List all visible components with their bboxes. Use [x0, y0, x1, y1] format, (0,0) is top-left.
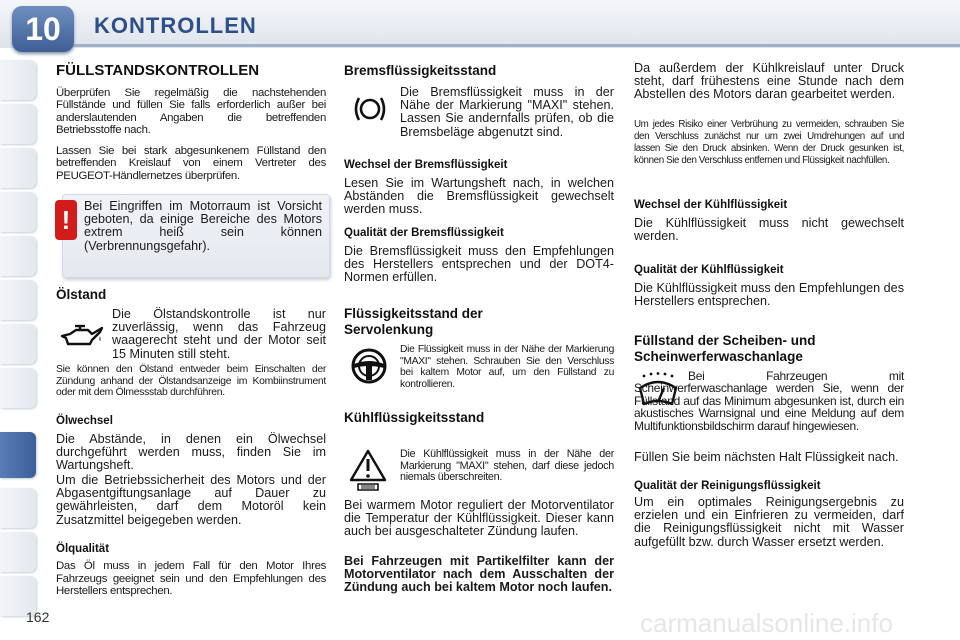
chapter-tab[interactable]: [0, 104, 36, 144]
chapter-tab[interactable]: [0, 60, 36, 100]
oil-level-text: Die Ölstandskontrolle ist nur zuverlässig, wenn das Fahrzeug waagerecht steht und der Motor seit 15 Minuten still steht.: [112, 307, 326, 361]
chapter-tab[interactable]: [0, 368, 36, 408]
brake-quality-title: Qualität der Bremsflüssigkeit: [344, 227, 504, 239]
pressure-intro-text: Da außerdem der Kühlkreislauf unter Druck steht, darf frühestens eine Stunde nach dem Abstellen des Motors daran gearbeitet werden.: [634, 61, 904, 102]
watermark: carmanualsonline.info: [640, 608, 893, 638]
coolant-quality-title: Qualität der Kühlflüssigkeit: [634, 264, 784, 276]
oil-change-text-1: Die Abstände, in denen ein Ölwechsel durchgeführt werden muss, finden Sie im Wartungsheft.: [56, 432, 326, 473]
oil-level-title: Ölstand: [56, 287, 107, 302]
coolant-change-title: Wechsel der Kühlflüssigkeit: [634, 199, 788, 211]
section-title-fuellstand: FÜLLSTANDSKONTROLLEN: [56, 62, 260, 79]
coolant-text: Die Kühlflüssigkeit muss in der Nähe der Markierung "MAXI" stehen, darf diese jedoch niemals überschreiten.: [400, 448, 614, 484]
chapter-tab[interactable]: [0, 148, 36, 188]
chapter-title: KONTROLLEN: [94, 13, 257, 38]
coolant-bold-note: Bei Fahrzeugen mit Partikelfilter kann der Motorventilator nach dem Ausschalten der Zündung auch bei kaltem Motor noch laufen.: [344, 554, 614, 595]
chapter-number-badge: 10: [12, 6, 74, 52]
brake-change-text: Lesen Sie im Wartungsheft nach, in welchen Abständen die Bremsflüssigkeit gewechselt werden muss.: [344, 176, 614, 217]
oil-change-title: Ölwechsel: [56, 415, 113, 427]
page-number: 162: [26, 609, 50, 625]
chapter-tab[interactable]: [0, 192, 36, 232]
washer-text: Bei Fahrzeugen mit Scheinwerferwaschanlage werden Sie, wenn der Füllstand auf das Minimum abgesunken ist, durch ein akustisches Warnsignal und eine Meldung auf dem Multifunktionsbildschirm darauf hingewiesen.: [634, 369, 904, 433]
header-rule: [70, 44, 960, 47]
brake-change-title: Wechsel der Bremsflüssigkeit: [344, 159, 508, 171]
coolant-quality-text: Die Kühlflüssigkeit muss den Empfehlungen des Herstellers entsprechen.: [634, 281, 904, 309]
warning-exclamation-icon: !: [55, 200, 77, 240]
washer-title: Füllstand der Scheiben- und Scheinwerferwaschanlage: [634, 333, 816, 364]
intro-text-1: Überprüfen Sie regelmäßig die nachstehenden Füllstände und füllen Sie falls erforderlich außer bei anderslautenden Angaben die betreffenden Betriebsstoffe nach.: [56, 87, 326, 137]
steering-wheel-icon: [349, 346, 389, 386]
scald-risk-note: Um jedes Risiko einer Verbrühung zu vermeiden, schrauben Sie den Verschluss zunächst nur um zwei Umdrehungen auf und lassen Sie den Druck absinken. Wenn der Druck gesunken ist, können Sie den Verschluss entfernen und Flüssigkeit nachfüllen.: [634, 119, 904, 166]
steering-fluid-title: Flüssigkeitsstand der Servolenkung: [344, 306, 483, 337]
oil-level-note: Sie können den Ölstand entweder beim Einschalten der Zündung anhand der Ölstandsanzeige im Kombiinstrument oder mit dem Ölmessstab durchführen.: [56, 364, 326, 399]
coolant-warning-icon: [348, 448, 388, 492]
brake-fluid-text: Die Bremsflüssigkeit muss in der Nähe der Markierung "MAXI" stehen. Lassen Sie andernfalls prüfen, ob die Bremsbeläge abgenutzt sind.: [400, 85, 614, 139]
brake-fluid-title: Bremsflüssigkeitsstand: [344, 63, 497, 78]
chapter-tab[interactable]: [0, 532, 36, 572]
oil-can-icon: [58, 322, 104, 350]
washer-text-2: Füllen Sie beim nächsten Halt Flüssigkeit nach.: [634, 450, 899, 464]
chapter-tab-active[interactable]: [0, 432, 36, 478]
coolant-text-2: Bei warmem Motor reguliert der Motorventilator die Temperatur der Kühlflüssigkeit. Dieser kann auch bei ausgeschalteter Zündung laufen.: [344, 498, 614, 539]
washer-quality-title: Qualität der Reinigungsflüssigkeit: [634, 480, 821, 492]
brake-warning-icon: [352, 92, 388, 126]
intro-text-2: Lassen Sie bei stark abgesunkenem Füllstand den betreffenden Kreislauf von einem Vertreter des PEUGEOT-Händlernetzes überprüfen.: [56, 145, 326, 182]
chapter-tab[interactable]: [0, 488, 36, 528]
chapter-tab[interactable]: [0, 236, 36, 276]
brake-quality-text: Die Bremsflüssigkeit muss den Empfehlungen des Herstellers entsprechen und der DOT4-Normen erfüllen.: [344, 244, 614, 285]
oil-quality-text: Das Öl muss in jedem Fall für den Motor Ihres Fahrzeugs geeignet sein und den Empfehlungen des Herstellers entsprechen.: [56, 560, 326, 598]
steering-fluid-text: Die Flüssigkeit muss in der Nähe der Markierung "MAXI" stehen. Schrauben Sie den Verschluss bei kaltem Motor auf, um den Füllstand zu kontrollieren.: [400, 344, 614, 390]
oil-quality-title: Ölqualität: [56, 543, 110, 555]
warning-text: Bei Eingriffen im Motorraum ist Vorsicht geboten, da einige Bereiche des Motors extrem heiß sein können (Verbrennungsgefahr).: [84, 199, 322, 253]
coolant-change-text: Die Kühlflüssigkeit muss nicht gewechselt werden.: [634, 216, 904, 244]
coolant-title: Kühlflüssigkeitsstand: [344, 410, 485, 425]
washer-quality-text: Um ein optimales Reinigungsergebnis zu erzielen und ein Einfrieren zu vermeiden, darf die Reinigungsflüssigkeit nicht mit Wasser aufgefüllt bzw. durch Wasser ersetzt werden.: [634, 495, 904, 549]
oil-change-text-2: Um die Betriebssicherheit des Motors und der Abgasentgiftungsanlage auf Dauer zu gewährleisten, darf dem Motoröl kein Zusatzmittel beigegeben werden.: [56, 473, 326, 527]
chapter-tab[interactable]: [0, 280, 36, 320]
chapter-tab[interactable]: [0, 324, 36, 364]
